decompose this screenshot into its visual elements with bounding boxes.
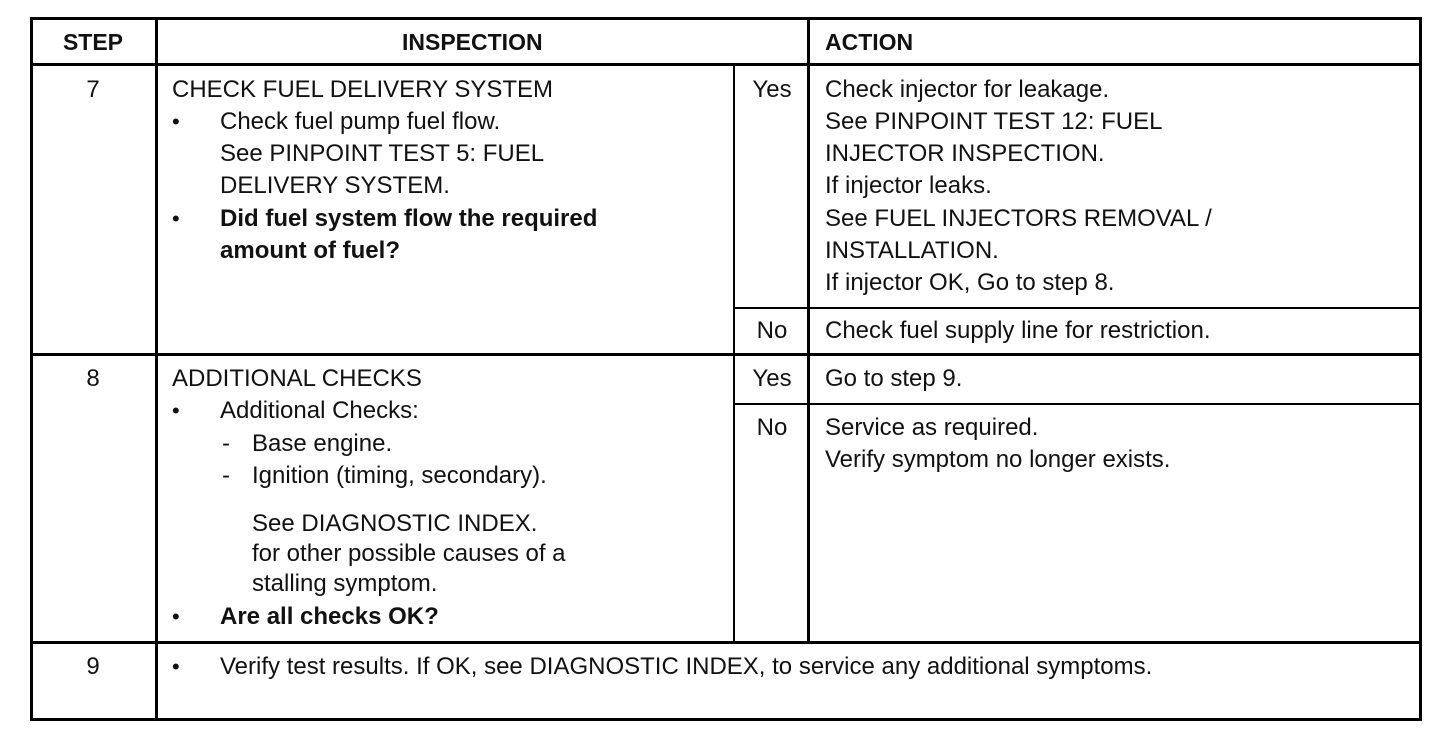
- row8-divider: [30, 641, 1422, 644]
- header-divider: [30, 63, 1422, 66]
- header-inspection: INSPECTION: [402, 29, 543, 55]
- inspection-subitem: Ignition (timing, secondary).: [252, 462, 547, 489]
- bullet-marker: •: [172, 604, 180, 629]
- inspection-line: Additional Checks:: [220, 397, 419, 424]
- border-right: [1419, 17, 1422, 721]
- step-number: 7: [86, 76, 100, 103]
- inspection-line: stalling symptom.: [252, 570, 438, 597]
- row-title: CHECK FUEL DELIVERY SYSTEM: [172, 76, 553, 103]
- header-step: STEP: [62, 29, 124, 55]
- diagnostic-table: [30, 17, 1422, 721]
- border-top: [30, 17, 1422, 20]
- step-number: 8: [86, 365, 100, 392]
- action-line: If injector OK, Go to step 8.: [825, 269, 1115, 296]
- inspection-line: Check fuel pump fuel flow.: [220, 108, 501, 135]
- row7-yes-no-divider: [733, 307, 1422, 309]
- bullet-marker: •: [172, 654, 180, 679]
- action-line: INSTALLATION.: [825, 237, 999, 264]
- inspection-line: See PINPOINT TEST 5: FUEL: [220, 140, 545, 167]
- yes-label: Yes: [752, 76, 792, 103]
- inspection-question: amount of fuel?: [220, 237, 400, 264]
- action-line: Check fuel supply line for restriction.: [825, 317, 1211, 344]
- header-action: ACTION: [825, 29, 914, 55]
- action-line: Go to step 9.: [825, 365, 963, 392]
- action-line: Check injector for leakage.: [825, 76, 1110, 103]
- bullet-marker: •: [172, 206, 180, 231]
- action-line: INJECTOR INSPECTION.: [825, 140, 1105, 167]
- no-label: No: [756, 317, 788, 344]
- bullet-marker: •: [172, 398, 180, 423]
- action-line: See PINPOINT TEST 12: FUEL: [825, 108, 1163, 135]
- step-number: 9: [86, 653, 100, 680]
- dash-marker: -: [222, 430, 230, 457]
- bullet-marker: •: [172, 109, 180, 134]
- inspection-line: Verify test results. If OK, see DIAGNOSTIC INDEX, to service any additional symptoms.: [220, 653, 1153, 680]
- border-bottom: [30, 718, 1422, 721]
- row-title: ADDITIONAL CHECKS: [172, 365, 422, 392]
- no-label: No: [756, 414, 788, 441]
- action-line: If injector leaks.: [825, 172, 992, 199]
- inspection-subitem: Base engine.: [252, 430, 393, 457]
- inspection-question: Did fuel system flow the required: [220, 205, 598, 232]
- inspection-line: See DIAGNOSTIC INDEX.: [252, 510, 538, 537]
- action-line: Verify symptom no longer exists.: [825, 446, 1171, 473]
- action-line: See FUEL INJECTORS REMOVAL /: [825, 205, 1212, 232]
- row8-yes-no-divider: [733, 403, 1422, 405]
- inspection-line: DELIVERY SYSTEM.: [220, 172, 450, 199]
- row7-divider: [30, 353, 1422, 356]
- inspection-line: for other possible causes of a: [252, 540, 566, 567]
- inspection-question: Are all checks OK?: [220, 603, 439, 630]
- yes-label: Yes: [752, 365, 792, 392]
- action-line: Service as required.: [825, 414, 1039, 441]
- dash-marker: -: [222, 462, 230, 489]
